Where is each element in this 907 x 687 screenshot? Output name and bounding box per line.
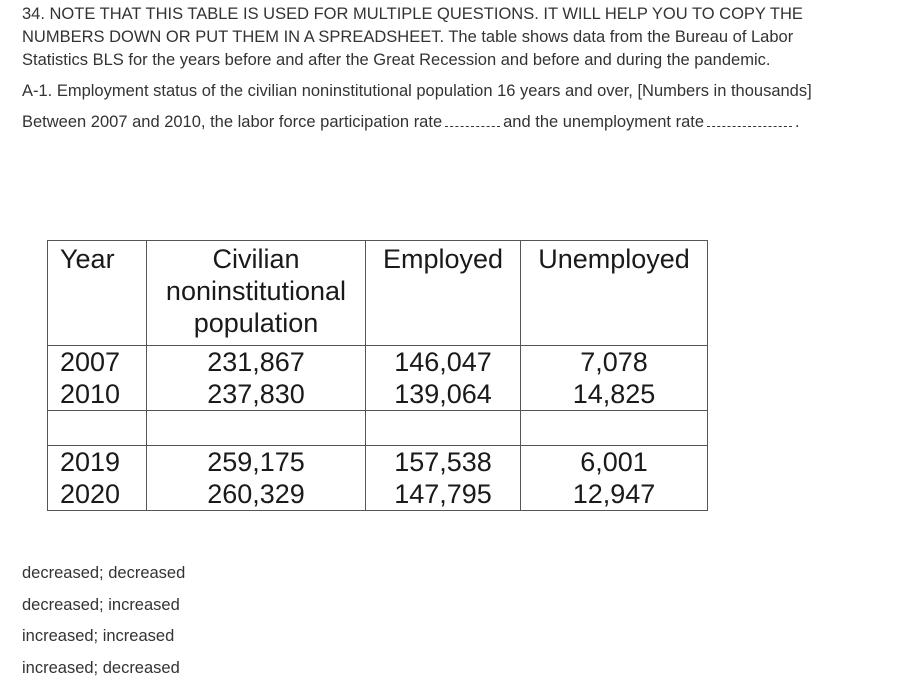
prompt-part-2: and the unemployment rate	[503, 113, 704, 131]
answer-option-3[interactable]: increased; increased	[22, 624, 185, 656]
population-value: 260,329	[151, 478, 361, 510]
table-caption: A-1. Employment status of the civilian noninstitutional population 16 years and over, [Numbers in thousands]	[22, 80, 822, 103]
header-population	[147, 241, 366, 346]
year-value: 2007	[60, 346, 142, 378]
year-value: 2019	[60, 446, 142, 478]
year-value: 2010	[60, 378, 142, 410]
spacer-cell	[48, 411, 147, 446]
header-population-line-3: population	[151, 307, 361, 339]
answer-option-1[interactable]: decreased; decreased	[22, 561, 185, 593]
table-row-group-1	[48, 346, 708, 411]
table-row-group-2	[48, 446, 708, 511]
question-text	[22, 3, 822, 142]
spacer-cell	[521, 411, 708, 446]
header-population-line-2: noninstitutional	[151, 275, 361, 307]
spacer-cell	[366, 411, 521, 446]
bls-data-table	[47, 240, 708, 511]
year-cell	[48, 346, 147, 411]
employed-value: 139,064	[370, 378, 516, 410]
header-employed: Employed	[366, 241, 521, 346]
prompt-end: .	[795, 113, 800, 131]
year-cell	[48, 446, 147, 511]
prompt-part-1: Between 2007 and 2010, the labor force participation rate	[22, 113, 442, 131]
employed-cell	[366, 446, 521, 511]
population-value: 237,830	[151, 378, 361, 410]
answer-blank-2	[707, 113, 792, 127]
question-intro: 34. NOTE THAT THIS TABLE IS USED FOR MULTIPLE QUESTIONS. IT WILL HELP YOU TO COPY THE NUMBERS DOWN OR PUT THEM IN A SPREADSHEET. The table shows data from the Bureau of Labor Statistics BLS for the years before and after the Great Recession and before and during the pandemic.	[22, 3, 822, 72]
table-spacer-row	[48, 411, 708, 446]
header-year: Year	[48, 241, 147, 346]
unemployed-cell	[521, 346, 708, 411]
year-value: 2020	[60, 478, 142, 510]
header-population-line-1: Civilian	[151, 243, 361, 275]
population-cell	[147, 346, 366, 411]
unemployed-value: 6,001	[525, 446, 703, 478]
header-unemployed: Unemployed	[521, 241, 708, 346]
unemployed-cell	[521, 446, 708, 511]
employed-value: 147,795	[370, 478, 516, 510]
unemployed-value: 12,947	[525, 478, 703, 510]
employed-value: 157,538	[370, 446, 516, 478]
question-prompt	[22, 111, 822, 134]
answer-blank-1	[445, 113, 500, 127]
population-cell	[147, 446, 366, 511]
employed-value: 146,047	[370, 346, 516, 378]
spacer-cell	[147, 411, 366, 446]
employed-cell	[366, 346, 521, 411]
population-value: 259,175	[151, 446, 361, 478]
population-value: 231,867	[151, 346, 361, 378]
unemployed-value: 7,078	[525, 346, 703, 378]
unemployed-value: 14,825	[525, 378, 703, 410]
answer-option-2[interactable]: decreased; increased	[22, 593, 185, 625]
answer-option-4[interactable]: increased; decreased	[22, 656, 185, 687]
table-header-row	[48, 241, 708, 346]
answer-options	[22, 561, 185, 687]
